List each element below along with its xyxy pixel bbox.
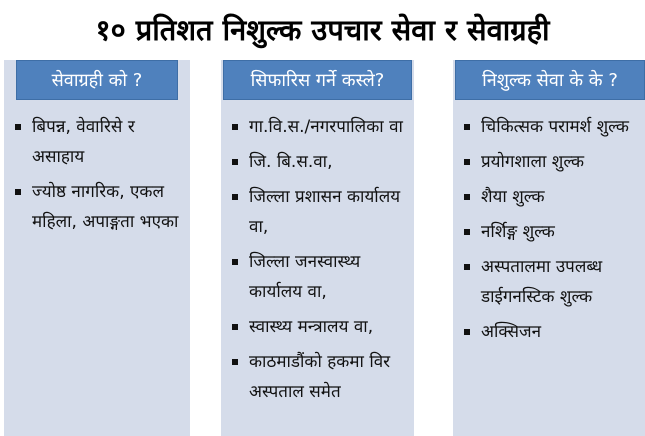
list-item: स्वास्थ्य मन्त्रालय वा, — [249, 312, 406, 342]
column-beneficiaries — [4, 60, 190, 436]
slide-title: १० प्रतिशत निशुल्क उपचार सेवा र सेवाग्रही — [95, 13, 550, 47]
list-item: बिपन्न, वेवारिसे र असाहाय — [32, 112, 182, 172]
list-item: ज्योष्ठ नागरिक, एकल महिला, अपाङ्गता भएका — [32, 177, 182, 237]
list-item: अस्पतालमा उपलब्ध डाईगनस्टिक शुल्क — [481, 252, 637, 312]
list-item: चिकित्सक परामर्श शुल्क — [481, 112, 637, 142]
list-item: जिल्ला जनस्वास्थ्य कार्यालय वा, — [249, 247, 406, 307]
column-header-recommenders: सिफारिस गर्ने कस्ले? — [223, 60, 412, 100]
list-item: गा.वि.स./नगरपालिका वा — [249, 112, 406, 142]
list-item: शैया शुल्क — [481, 182, 637, 212]
list-item: जि. बि.स.वा, — [249, 147, 406, 177]
free-services-list — [453, 112, 645, 352]
list-item: नर्शिङ्ग शुल्क — [481, 217, 637, 247]
list-item: अक्सिजन — [481, 317, 637, 347]
column-header-beneficiaries: सेवाग्रही को ? — [16, 60, 178, 100]
list-item: प्रयोगशाला शुल्क — [481, 147, 637, 177]
recommenders-list — [221, 112, 414, 412]
beneficiaries-list — [4, 112, 190, 242]
column-free-services — [453, 60, 645, 436]
list-item: जिल्ला प्रशासन कार्यालय वा, — [249, 182, 406, 242]
list-item: काठमाडौंको हकमा विर अस्पताल समेत — [249, 347, 406, 407]
column-header-free-services: निशुल्क सेवा के के ? — [455, 60, 645, 100]
column-recommenders — [221, 60, 414, 436]
